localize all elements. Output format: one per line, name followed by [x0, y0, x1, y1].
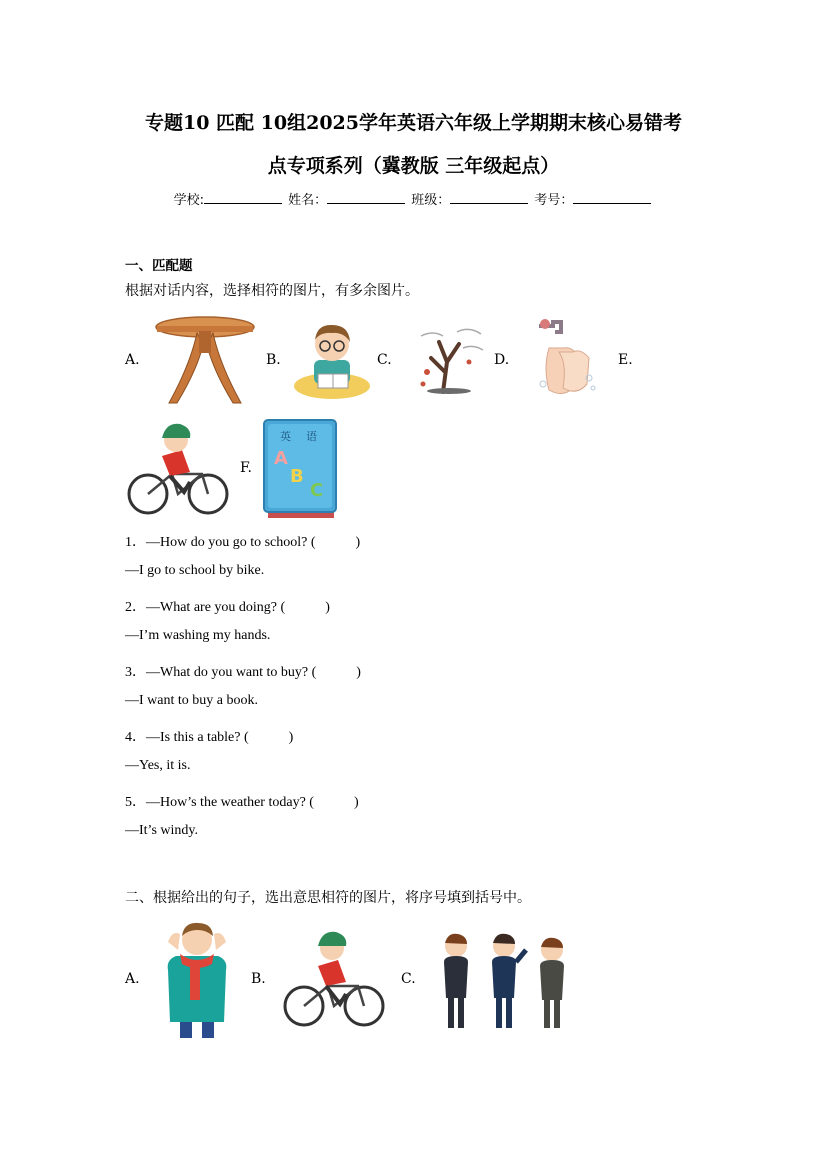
- answer-1: —I go to school by bike.: [125, 563, 265, 578]
- book-title-char-1: 英: [280, 430, 291, 443]
- question-2-text: 2．—What are you doing? (: [125, 600, 286, 615]
- boy-reading-picture: [292, 318, 372, 402]
- page-title-line1: 专题10 匹配 10组2025学年英语六年级上学期期末核心易错考: [145, 112, 682, 134]
- option-c-label: C.: [377, 352, 392, 368]
- section2-option-c-label: C.: [401, 971, 416, 987]
- section2-option-b-label: B.: [251, 971, 266, 987]
- school-label: 学校:: [173, 193, 204, 208]
- question-4-text: 4．—Is this a table? (: [125, 730, 249, 745]
- option-d-label: D.: [494, 352, 510, 368]
- question-4-close: ): [288, 730, 294, 745]
- book-letter-c: C: [310, 480, 324, 501]
- section1-heading: 一、匹配题: [125, 258, 193, 274]
- question-2-close: ): [325, 600, 330, 615]
- question-5-text: 5．—How’s the weather today? (: [125, 795, 314, 810]
- class-label: 班级：: [411, 193, 451, 208]
- name-label: 姓名：: [288, 193, 328, 208]
- table-picture: [155, 315, 255, 407]
- question-5-close: ): [353, 795, 359, 810]
- book-picture: [262, 420, 338, 520]
- option-a-label: A.: [125, 352, 140, 368]
- question-3-text: 3．—What do you want to buy? (: [125, 665, 317, 680]
- school-blank[interactable]: [204, 191, 282, 204]
- answer-3: —I want to buy a book.: [125, 693, 258, 708]
- option-f-label: F.: [240, 460, 252, 476]
- answer-4: —Yes, it is.: [125, 758, 191, 773]
- question-4: [125, 726, 293, 746]
- question-3-close: ): [356, 665, 361, 680]
- warm-clothes-person-picture: [158, 920, 236, 1042]
- number-label: 考号：: [534, 193, 574, 208]
- book-letter-b: B: [290, 466, 304, 487]
- answer-5: —It’s windy.: [125, 823, 198, 838]
- section2-boy-on-bike-picture: [282, 926, 386, 1028]
- man-3: [540, 938, 564, 1028]
- section2-instruction: 二、根据给出的句子，选出意思相符的图片，将序号填到括号中。: [125, 890, 531, 906]
- question-1-close: ): [355, 535, 361, 550]
- number-blank[interactable]: [573, 191, 651, 204]
- man-1: [444, 934, 468, 1028]
- page-title-line2: 点专项系列（冀教版 三年级起点）: [267, 155, 560, 177]
- answer-2: —I’m washing my hands.: [125, 628, 271, 643]
- three-men-picture: [436, 932, 574, 1032]
- question-3: [125, 661, 361, 681]
- section1-instruction: 根据对话内容，选择相符的图片，有多余图片。: [125, 283, 419, 299]
- question-5: [125, 791, 359, 811]
- option-e-label: E.: [618, 352, 633, 368]
- section2-option-a-label: A.: [125, 971, 140, 987]
- name-blank[interactable]: [327, 191, 405, 204]
- question-2: [125, 596, 330, 616]
- student-info-row: [0, 189, 827, 208]
- question-1: [125, 531, 360, 551]
- windy-tree-picture: [413, 322, 485, 394]
- question-1-text: 1．—How do you go to school? (: [125, 535, 316, 550]
- option-b-label: B.: [266, 352, 281, 368]
- man-2: [492, 934, 526, 1028]
- boy-on-bike-picture: [126, 420, 230, 516]
- washing-hands-picture: [533, 318, 599, 400]
- book-title-char-2: 语: [306, 430, 317, 443]
- class-blank[interactable]: [450, 191, 528, 204]
- book-letter-a: A: [274, 448, 288, 469]
